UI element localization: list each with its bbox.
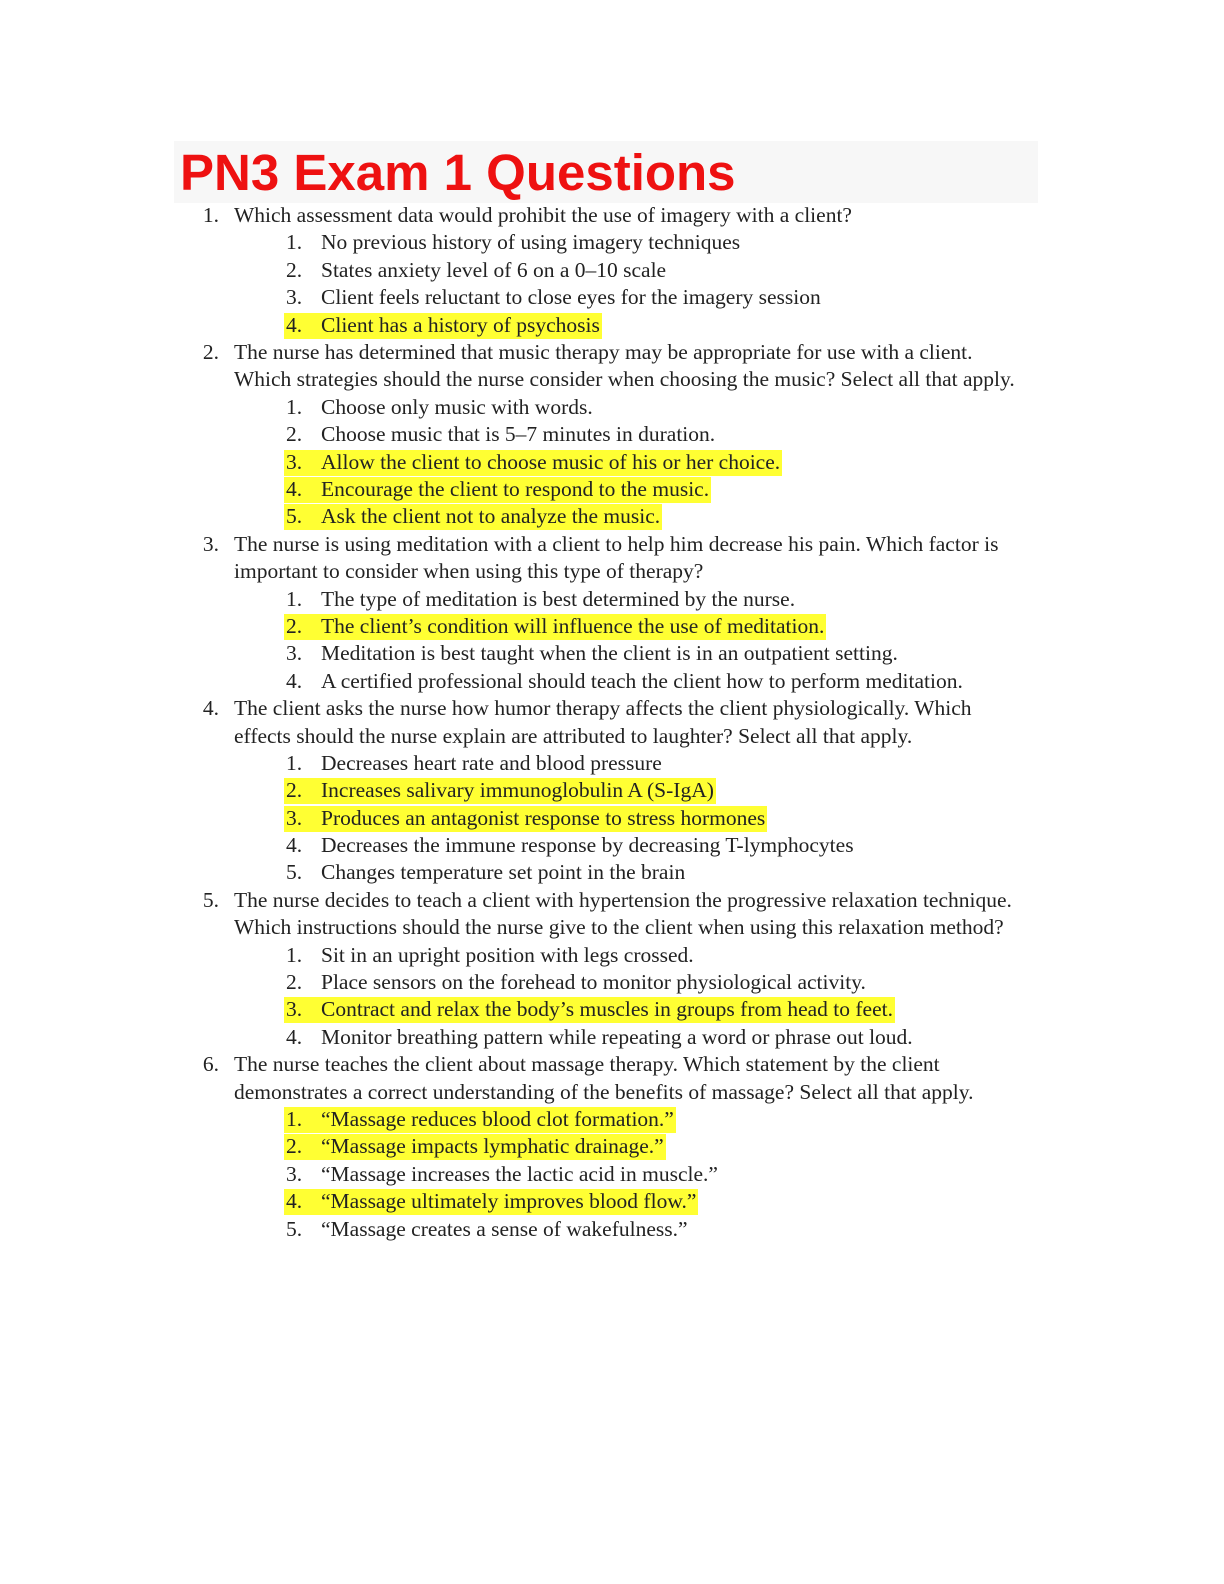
answer-option-text: Allow the client to choose music of his or her choice. xyxy=(321,449,781,474)
answer-option-text: Monitor breathing pattern while repeating a word or phrase out loud. xyxy=(321,1024,913,1049)
answer-option-text: “Massage creates a sense of wakefulness.” xyxy=(321,1216,688,1241)
answer-option-content xyxy=(286,229,740,256)
page-title: PN3 Exam 1 Questions xyxy=(180,144,736,201)
question-item xyxy=(0,202,1224,229)
answer-option xyxy=(0,859,1224,886)
question-text: The nurse has determined that music therapy may be appropriate for use with a client. Which strategies should the nurse consider when choosing the music? Select all that apply. xyxy=(234,339,1015,392)
answer-option xyxy=(0,1024,1224,1051)
answer-option-number: 4. xyxy=(286,833,303,858)
answer-option xyxy=(0,1216,1224,1243)
answer-option-number: 1. xyxy=(286,1107,303,1132)
answer-option-content xyxy=(286,1161,718,1188)
answer-option-content xyxy=(286,1024,913,1051)
answer-option xyxy=(0,613,1224,640)
question-number: 3. xyxy=(202,531,219,556)
answer-option xyxy=(0,394,1224,421)
answer-option-text: “Massage impacts lymphatic drainage.” xyxy=(321,1134,664,1159)
answer-option-number: 2. xyxy=(286,422,303,447)
answer-option-number: 1. xyxy=(286,230,303,255)
answer-option xyxy=(0,1106,1224,1133)
question-number: 6. xyxy=(202,1052,219,1077)
answer-option-content xyxy=(286,1133,664,1160)
answer-option-text: Decreases heart rate and blood pressure xyxy=(321,750,662,775)
answer-option-content xyxy=(286,503,660,530)
answer-option-content xyxy=(286,613,824,640)
answer-option-text: Client has a history of psychosis xyxy=(321,312,600,337)
answer-option-content xyxy=(286,1216,688,1243)
answer-option xyxy=(0,640,1224,667)
answer-option-text: The type of meditation is best determined by the nurse. xyxy=(321,586,796,611)
answer-option-content xyxy=(286,1188,696,1215)
answer-option xyxy=(0,449,1224,476)
question-number: 2. xyxy=(202,339,219,364)
answer-option-number: 2. xyxy=(286,1134,303,1159)
answer-option-content xyxy=(286,969,866,996)
answer-option-content xyxy=(286,476,709,503)
answer-option-number: 2. xyxy=(286,970,303,995)
question-text: The nurse is using meditation with a client to help him decrease his pain. Which factor is important to consider when using this type of therapy? xyxy=(234,531,999,584)
answer-option-number: 5. xyxy=(286,504,303,529)
answer-option-content xyxy=(286,942,694,969)
answer-option-content xyxy=(286,805,765,832)
answer-option xyxy=(0,1161,1224,1188)
answer-option-text: “Massage reduces blood clot formation.” xyxy=(321,1107,674,1132)
answer-option xyxy=(0,942,1224,969)
answer-option-text: The client’s condition will influence the use of meditation. xyxy=(321,613,825,638)
question-item xyxy=(0,531,1224,586)
question-text: The nurse teaches the client about massage therapy. Which statement by the client demonstrates a correct understanding of the benefits of massage? Select all that apply. xyxy=(234,1052,974,1104)
answer-option xyxy=(0,257,1224,284)
answer-option-number: 5. xyxy=(286,1216,303,1241)
answer-option-text: Encourage the client to respond to the music. xyxy=(321,476,710,501)
answer-option-content xyxy=(286,668,963,695)
answer-option-number: 3. xyxy=(286,1161,303,1186)
answer-option-content xyxy=(286,750,662,777)
answer-option-text: Sit in an upright position with legs crossed. xyxy=(321,942,694,967)
answer-option-text: Meditation is best taught when the client is in an outpatient setting. xyxy=(321,641,898,666)
answer-option-text: Produces an antagonist response to stress hormones xyxy=(321,805,766,830)
answer-option xyxy=(0,284,1224,311)
answer-option-content xyxy=(286,586,795,613)
question-text: Which assessment data would prohibit the use of imagery with a client? xyxy=(234,203,852,227)
answer-option-number: 3. xyxy=(286,641,303,666)
answer-option-content xyxy=(286,394,593,421)
answer-option-content xyxy=(286,832,854,859)
question-number: 4. xyxy=(202,696,219,721)
answer-option-content xyxy=(286,640,898,667)
answer-option-content xyxy=(286,312,600,339)
answer-option-text: Changes temperature set point in the brain xyxy=(321,860,686,885)
question-item xyxy=(0,1051,1224,1106)
answer-option xyxy=(0,969,1224,996)
answer-option-number: 1. xyxy=(286,586,303,611)
answer-option-number: 4. xyxy=(286,668,303,693)
answer-option-text: Choose music that is 5–7 minutes in duration. xyxy=(321,422,716,447)
answer-option-text: Increases salivary immunoglobulin A (S-IgA) xyxy=(321,778,714,803)
answer-option-content xyxy=(286,777,714,804)
question-item xyxy=(0,695,1224,750)
answer-option xyxy=(0,421,1224,448)
answer-option-content xyxy=(286,421,715,448)
answer-option-content xyxy=(286,449,780,476)
answer-option xyxy=(0,476,1224,503)
answer-option-text: Decreases the immune response by decreasing T-lymphocytes xyxy=(321,833,854,858)
answer-option-number: 4. xyxy=(286,1189,303,1214)
answer-option-number: 1. xyxy=(286,394,303,419)
question-number: 1. xyxy=(202,203,219,227)
answer-option xyxy=(0,750,1224,777)
answer-option-number: 1. xyxy=(286,750,303,775)
answer-option xyxy=(0,229,1224,256)
answer-option-text: Ask the client not to analyze the music. xyxy=(321,504,661,529)
answer-option-number: 3. xyxy=(286,285,303,310)
answer-option-text: Choose only music with words. xyxy=(321,394,593,419)
answer-option-content xyxy=(286,996,893,1023)
answer-option-number: 4. xyxy=(286,476,303,501)
answer-option-text: Contract and relax the body’s muscles in groups from head to feet. xyxy=(321,997,893,1022)
answer-option-text: “Massage increases the lactic acid in muscle.” xyxy=(321,1161,718,1186)
answer-option-text: Client feels reluctant to close eyes for the imagery session xyxy=(321,285,821,310)
answer-option-number: 3. xyxy=(286,805,303,830)
question-text: The client asks the nurse how humor therapy affects the client physiologically. Which effects should the nurse explain are attributed to laughter? Select all that apply. xyxy=(234,696,972,748)
answer-option xyxy=(0,805,1224,832)
answer-option-number: 3. xyxy=(286,997,303,1022)
answer-option-number: 5. xyxy=(286,860,303,885)
answer-option xyxy=(0,996,1224,1023)
answer-option xyxy=(0,312,1224,339)
question-list xyxy=(0,202,1224,1243)
answer-option xyxy=(0,832,1224,859)
answer-option-number: 3. xyxy=(286,449,303,474)
question-text: The nurse decides to teach a client with hypertension the progressive relaxation technique. Which instructions should the nurse give to the client when using this relaxation method? xyxy=(234,887,1012,940)
answer-option xyxy=(0,1188,1224,1215)
question-item xyxy=(0,887,1224,942)
answer-option xyxy=(0,777,1224,804)
answer-option-content xyxy=(286,859,685,886)
question-item xyxy=(0,339,1224,394)
answer-option-number: 1. xyxy=(286,942,303,967)
answer-option-number: 2. xyxy=(286,778,303,803)
question-number: 5. xyxy=(202,887,219,912)
answer-option-number: 4. xyxy=(286,1024,303,1049)
answer-option xyxy=(0,668,1224,695)
answer-option-text: A certified professional should teach the client how to perform meditation. xyxy=(321,668,963,693)
answer-option-number: 2. xyxy=(286,613,303,638)
answer-option xyxy=(0,503,1224,530)
answer-option-content xyxy=(286,1106,674,1133)
answer-option xyxy=(0,1133,1224,1160)
answer-option-content xyxy=(286,257,666,284)
answer-option xyxy=(0,586,1224,613)
answer-option-content xyxy=(286,284,821,311)
answer-option-number: 4. xyxy=(286,312,303,337)
answer-option-text: States anxiety level of 6 on a 0–10 scale xyxy=(321,257,667,282)
answer-option-text: No previous history of using imagery techniques xyxy=(321,230,741,255)
answer-option-number: 2. xyxy=(286,257,303,282)
answer-option-text: “Massage ultimately improves blood flow.” xyxy=(321,1189,697,1214)
answer-option-text: Place sensors on the forehead to monitor physiological activity. xyxy=(321,970,866,995)
